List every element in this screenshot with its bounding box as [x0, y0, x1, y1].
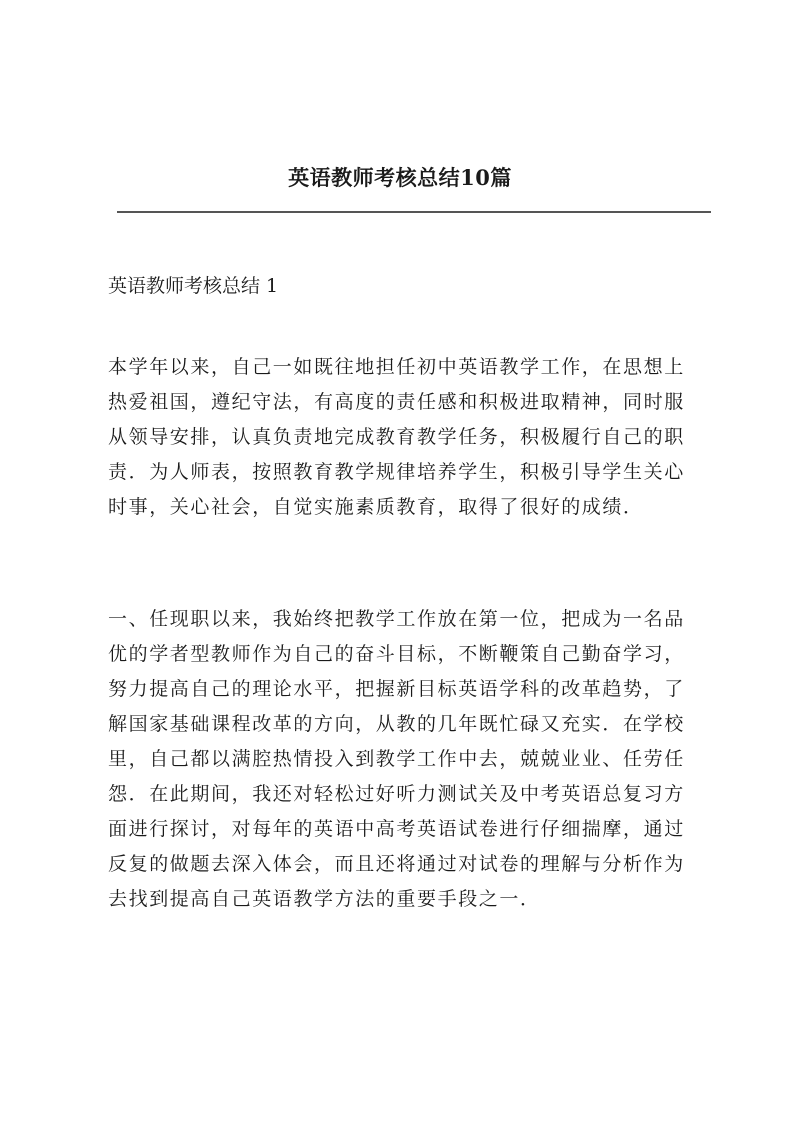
paragraph-line: 优的学者型教师作为自己的奋斗目标，不断鞭策自己勤奋学习，: [108, 643, 685, 665]
document-title: 英语教师考核总结10篇: [288, 165, 512, 190]
paragraph-section-one: [108, 602, 718, 917]
title-divider: [117, 211, 711, 213]
paragraph-line: 热爱祖国，遵纪守法，有高度的责任感和积极进取精神，同时服: [108, 391, 685, 413]
paragraph-line: 一、任现职以来，我始终把教学工作放在第一位，把成为一名品: [108, 608, 685, 630]
paragraph-line: 面进行探讨，对每年的英语中高考英语试卷进行仔细揣摩，通过: [108, 818, 685, 840]
paragraph-line: 怨．在此期间，我还对轻松过好听力测试关及中考英语总复习方: [108, 783, 685, 805]
paragraph-line: 从领导安排，认真负责地完成教育教学任务，积极履行自己的职: [108, 426, 685, 448]
paragraph-line: 责．为人师表，按照教育教学规律培养学生，积极引导学生关心: [108, 461, 685, 483]
paragraph-line: 反复的做题去深入体会，而且还将通过对试卷的理解与分析作为: [108, 853, 685, 875]
paragraph-line: 本学年以来，自己一如既往地担任初中英语教学工作，在思想上: [108, 356, 685, 378]
paragraph-line: 时事，关心社会，自觉实施素质教育，取得了很好的成绩．: [108, 496, 644, 518]
paragraph-line: 努力提高自己的理论水平，把握新目标英语学科的改革趋势，了: [108, 678, 685, 700]
paragraph-line: 解国家基础课程改革的方向，从教的几年既忙碌又充实．在学校: [108, 713, 685, 735]
paragraph-intro: [108, 350, 718, 525]
paragraph-line: 去找到提高自己英语教学方法的重要手段之一．: [108, 888, 541, 910]
paragraph-line: 里，自己都以满腔热情投入到教学工作中去，兢兢业业、任劳任: [108, 748, 685, 770]
section-heading: 英语教师考核总结 1: [108, 275, 279, 297]
